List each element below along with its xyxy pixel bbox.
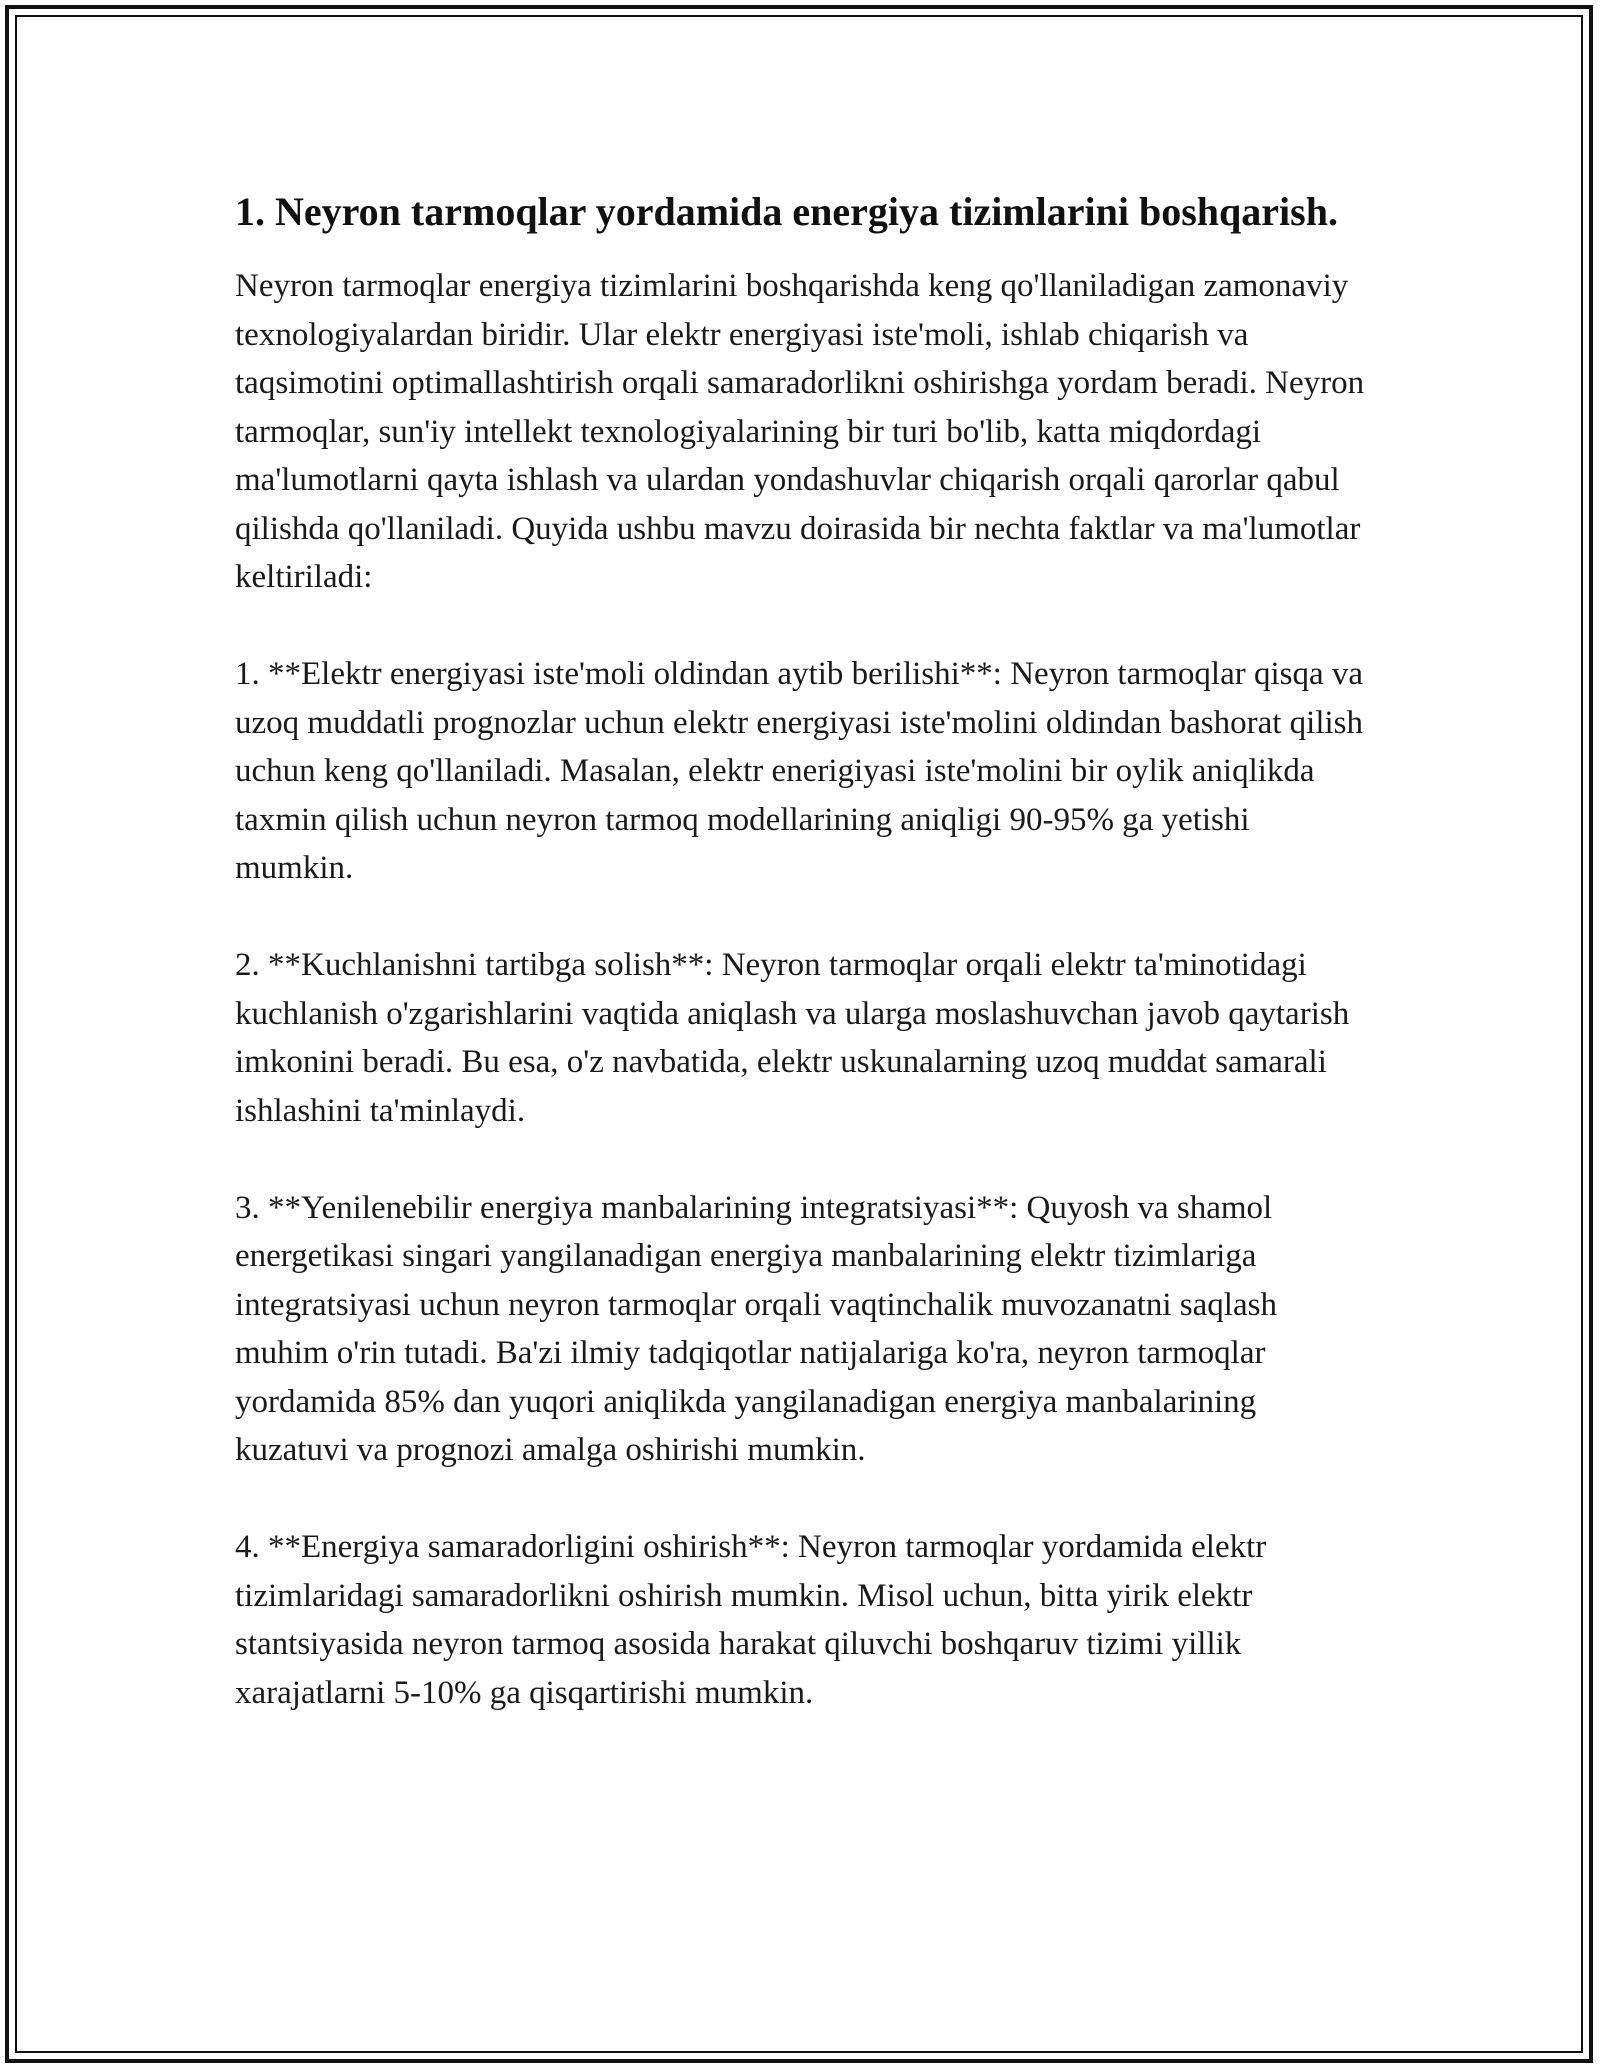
document-heading: 1. Neyron tarmoqlar yordamida energiya tizimlarini boshqarish. <box>235 189 1338 234</box>
fact-paragraph-3: 3. **Yenilenebilir energiya manbalarining integratsiyasi**: Quyosh va shamol energetikasi singari yangilanadigan energiya manbalarining elektr tizimlariga integratsiyasi uchun neyron tarmoqlar orqali vaqtinchalik muvozanatni saqlash muhim o'rin tutadi. Ba'zi ilmiy tadqiqotlar natijalariga ko'ra, neyron tarmoqlar yordamida 85% dan yuqori aniqlikda yangilanadigan energiya manbalarining kuzatuvi va prognozi amalga oshirishi mumkin. <box>235 1189 1277 1468</box>
fact-paragraph-4: 4. **Energiya samaradorligini oshirish**: Neyron tarmoqlar yordamida elektr tizimlaridagi samaradorlikni oshirish mumkin. Misol uchun, bitta yirik elektr stantsiyasida neyron tarmoq asosida harakat qiluvchi boshqaruv tizimi yillik xarajatlarni 5-10% ga qisqartirishi mumkin. <box>235 1529 1267 1711</box>
fact-paragraph-2: 2. **Kuchlanishni tartibga solish**: Neyron tarmoqlar orqali elektr ta'minotidagi kuchlanish o'zgarishlarini vaqtida aniqlash va ularga moslashuvchan javob qaytarish imkonini beradi. Bu esa, o'z navbatida, elektr uskunalarning uzoq muddat samarali ishlashini ta'minlaydi. <box>235 947 1350 1129</box>
intro-paragraph: Neyron tarmoqlar energiya tizimlarini boshqarishda keng qo'llaniladigan zamonaviy texnologiyalardan biridir. Ular elektr energiyasi iste'moli, ishlab chiqarish va taqsimotini optimallashtirish orqali samaradorlikni oshirishga yordam beradi. Neyron tarmoqlar, sun'iy intellekt texnologiyalarining bir turi bo'lib, katta miqdordagi ma'lumotlarni qayta ishlash va ulardan yondashuvlar chiqarish orqali qarorlar qabul qilishda qo'llaniladi. Quyida ushbu mavzu doirasida bir nechta faktlar va ma'lumotlar keltiriladi: <box>235 268 1365 595</box>
document-body <box>235 186 1375 1766</box>
fact-paragraph-1: 1. **Elektr energiyasi iste'moli oldindan aytib berilishi**: Neyron tarmoqlar qisqa va uzoq muddatli prognozlar uchun elektr energiyasi iste'molini oldindan bashorat qilish uchun keng qo'llaniladi. Masalan, elektr enerigiyasi iste'molini bir oylik aniqlikda taxmin qilish uchun neyron tarmoq modellarining aniqligi 90-95% ga yetishi mumkin. <box>235 656 1364 886</box>
